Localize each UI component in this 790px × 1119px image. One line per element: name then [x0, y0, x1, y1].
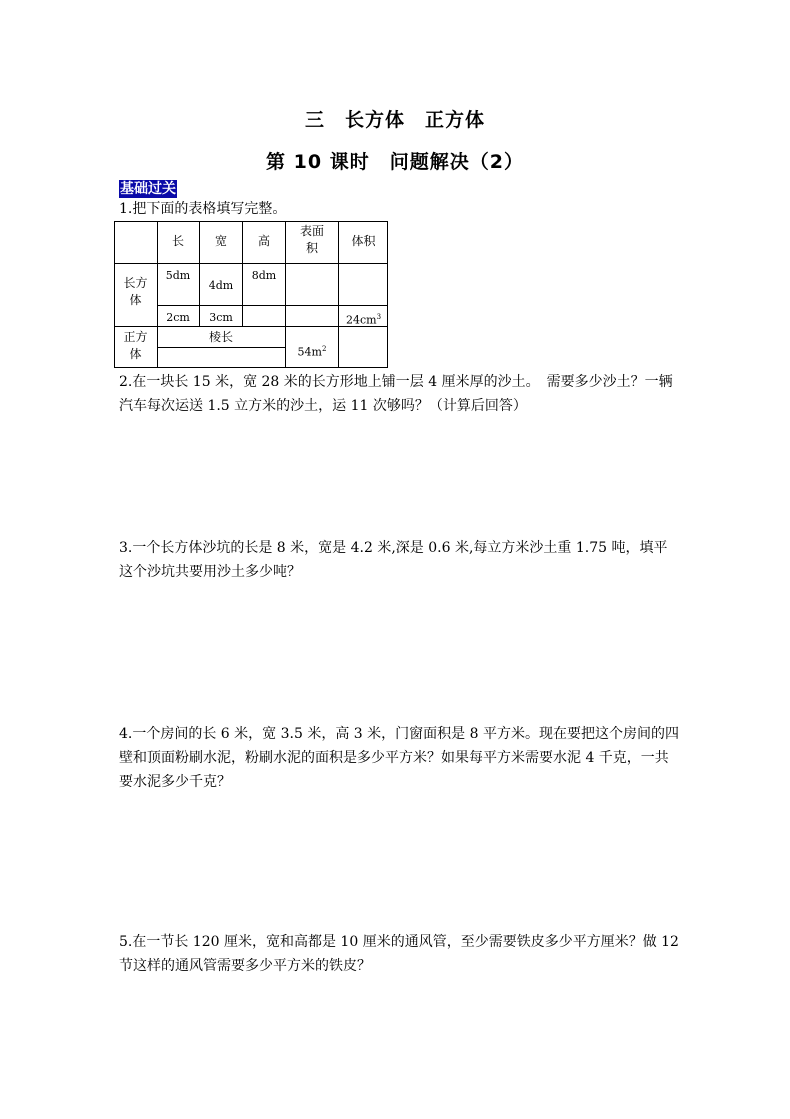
row-label-cube-line2: 体	[129, 347, 142, 361]
cuboid1-height: 8dm	[251, 269, 277, 282]
header-width: 宽	[214, 234, 227, 248]
header-height: 高	[257, 234, 270, 248]
question-2: 2.在一块长 15 米，宽 28 米的长方形地上铺一层 4 厘米厚的沙土。 需要多少沙土？一辆汽车每次运送 1.5 立方米的沙土，运 11 次够吗？（计算后回答）	[119, 374, 673, 414]
cube-edge-header: 棱长	[208, 330, 233, 344]
header-surface-line2: 积	[305, 241, 318, 255]
lesson-title: 第 10 课时 问题解决（2）	[266, 151, 524, 173]
question-5: 5.在一节长 120 厘米，宽和高都是 10 厘米的通风管，至少需要铁皮多少平方厘米？做 12 节这样的通风管需要多少平方米的铁皮？	[119, 934, 679, 974]
unit-title: 三 长方体 正方体	[304, 109, 485, 131]
cuboid-cube-table	[114, 221, 388, 368]
row-label-cuboid	[114, 275, 157, 309]
question-1: 1.把下面的表格填写完整。	[119, 201, 287, 217]
cuboid2-width: 3cm	[209, 311, 233, 324]
cuboid1-length: 5dm	[165, 269, 191, 282]
question-4: 4.一个房间的长 6 米，宽 3.5 米，高 3 米，门窗面积是 8 平方米。现在要把这个房间的四壁和顶面粉刷水泥，粉刷水泥的面积是多少平方米？如果每平方米需要水泥 4 千克，一共要水泥多少千克？	[119, 726, 679, 790]
header-volume: 体积	[351, 234, 376, 248]
header-surface-area	[286, 223, 338, 257]
cuboid1-width: 4dm	[208, 279, 234, 292]
question-3: 3.一个长方体沙坑的长是 8 米，宽是 4.2 米,深是 0.6 米,每立方米沙土重 1.75 吨，填平这个沙坑共要用沙土多少吨？	[119, 540, 668, 580]
cube-surface-value: 54m	[297, 345, 322, 359]
row-label-cube	[114, 329, 157, 363]
row-label-cuboid-line1: 长方	[123, 276, 148, 290]
cuboid2-volume	[339, 309, 388, 329]
cuboid2-volume-value: 24cm	[345, 313, 377, 327]
header-length: 长	[171, 234, 184, 248]
cube-surface-exponent: 2	[321, 345, 327, 353]
row-label-cube-line1: 正方	[123, 330, 148, 344]
row-label-cuboid-line2: 体	[129, 293, 142, 307]
cuboid2-volume-exponent: 3	[376, 313, 382, 321]
cuboid2-length: 2cm	[166, 311, 190, 324]
cube-surface-area	[286, 341, 338, 361]
header-surface-line1: 表面	[299, 224, 324, 238]
section-badge: 基础过关	[120, 181, 176, 197]
